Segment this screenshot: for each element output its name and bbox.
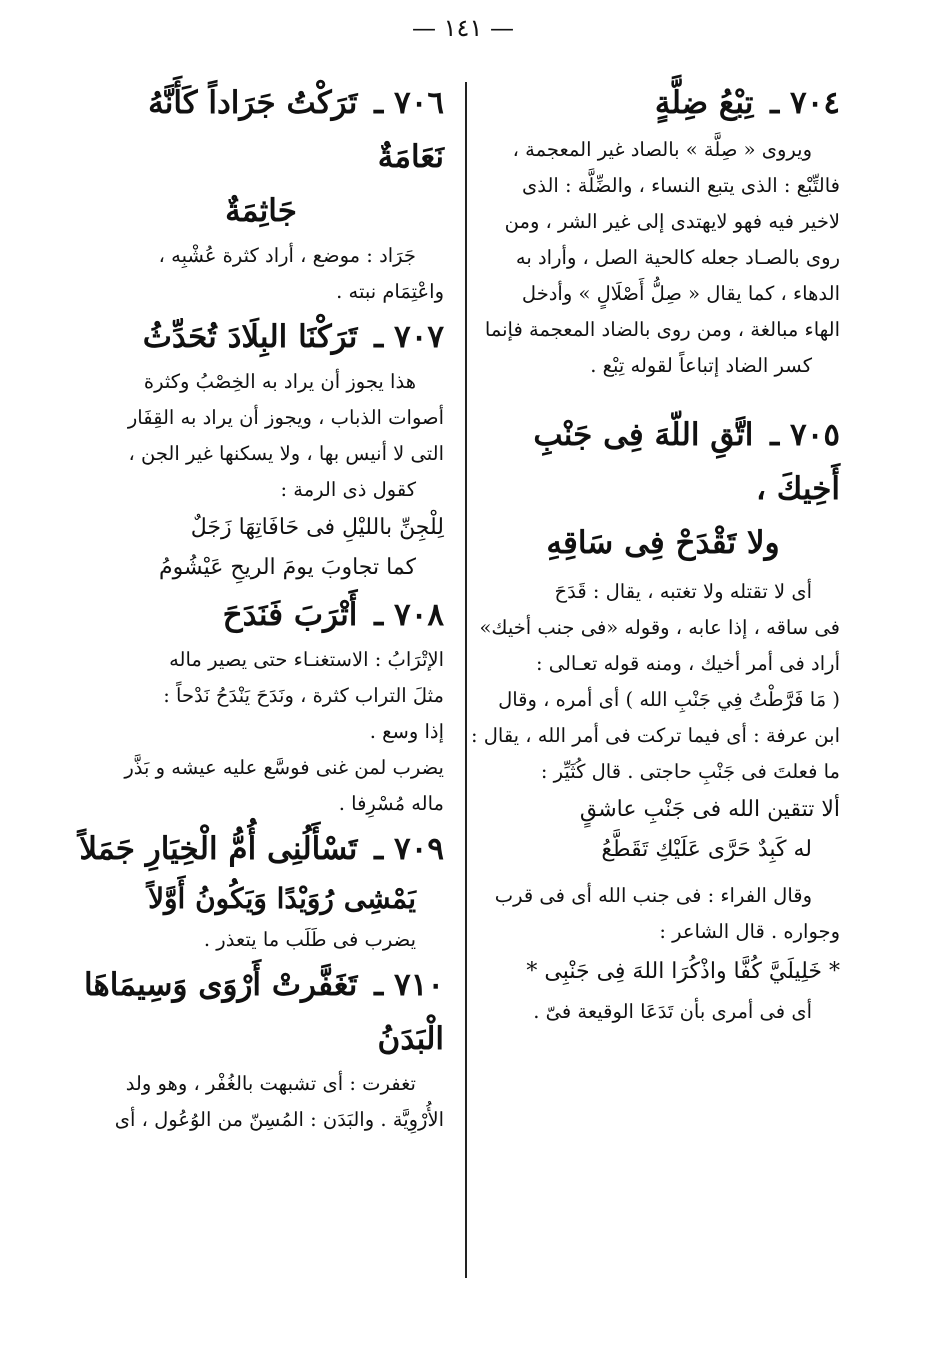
entry-title: تَسْأَلُنِى أُمُّ الْخِيَارِ جَمَلاً — [79, 831, 358, 867]
page-number: — ١٤١ — — [412, 14, 514, 42]
right-column — [470, 70, 840, 1030]
text-line: ويروى « صِلَّة » بالصاد غير المعجمة ، — [512, 138, 812, 161]
entry-title: تَرَكْنَا البِلَادَ تُحَدِّثُ — [142, 319, 358, 355]
entry-704-body — [486, 132, 840, 384]
text-line: الأُرْوِيَّة . والبَدَن : المُسِنّ من الوُعُول ، أى — [114, 1108, 444, 1131]
verse-line: * خَلِيلَيَّ كُفَّا واذْكُرَا اللهَ فِى جَنْبِى * — [526, 959, 840, 984]
text-line: وجواره . قال الشاعر : — [659, 920, 840, 943]
entry-705-heading — [486, 408, 840, 516]
text-line: يضرب لمن غنى فوسَّع عليه عيشه و بَذَّر — [124, 756, 444, 779]
entry-709-heading — [78, 822, 444, 876]
entry-number: ٧٠٨ ـ — [374, 597, 444, 633]
entry-number: ٧٠٦ ـ — [374, 85, 444, 121]
text-line: ما فعلتَ فى جَنْبِ حاجتى . قال كُثَيِّر : — [540, 760, 840, 783]
text-line: جَرَاد : موضع ، أراد كثرة عُشْبِه ، — [158, 244, 416, 267]
entry-number: ٧٠٧ ـ — [374, 319, 444, 355]
text-line: واعْتِمَام نبته . — [336, 280, 444, 303]
text-line: ( مَا فَرَّطْتُ فِي جَنْبِ الله ) أى أمره ، وقال — [498, 688, 840, 711]
text-line: روى بالصـاد جعله كالحية الصل ، وأراد به — [515, 246, 840, 269]
text-line: يضرب فى طَلَب ما يتعذر . — [203, 928, 416, 951]
entry-title: تَرَكْتُ جَرَاداً كَأَنَّهُ نَعَامَةٌ — [148, 85, 444, 175]
entry-number: ٧٠٥ ـ — [770, 417, 840, 453]
left-column — [78, 70, 444, 1138]
entry-706-heading-line-2: جَاثِمَةٌ — [225, 193, 297, 229]
entry-title: أَتْرَبَ فَنَدَحَ — [222, 597, 358, 633]
verse-line: ألا تتقين الله فى جَنْبِ عاشقٍ — [579, 797, 840, 822]
verse-line: له كَبِدٌ حَرَّى عَلَيْكِ تَقَطَّعُ — [601, 837, 812, 862]
entry-704-heading — [486, 76, 840, 130]
text-line: ماله مُسْرِفا . — [338, 792, 444, 815]
verse-line: كما تجاوبَ يومَ الريحِ عَيْشُومُ — [159, 555, 416, 580]
entry-title: تَغَفَّرتْ أَرْوَى وَسِيمَاهَا الْبَدَنُ — [83, 967, 444, 1057]
text-line: مثلَ التراب كثرة ، ونَدَحَ يَنْدَحُ نَدْحاً : — [163, 684, 444, 707]
text-line: الدهاء ، كما يقال « صِلُّ أَصْلَالٍ » وأدخل — [521, 282, 840, 305]
entry-number: ٧٠٩ ـ — [374, 831, 444, 867]
text-line: أى فى أمرى بأن تَدَعَا الوقيعة فىّ . — [533, 1000, 812, 1023]
text-line: أصوات الذباب ، ويجوز أن يراد به القِفَار — [127, 406, 444, 429]
text-line: الإتْرَابُ : الاستغنـاء حتى يصير ماله — [169, 648, 444, 671]
text-line: الهاء مبالغة ، ومن روى بالضاد المعجمة فإنما — [484, 318, 840, 341]
text-line: أى لا تقتله ولا تغتبه ، يقال : قَدَحَ — [554, 580, 812, 603]
text-line: هذا يجوز أن يراد به الخِصْبُ وكثرة — [143, 370, 416, 393]
text-line: وقال الفراء : فى جنب الله أى فى قرب — [494, 884, 812, 907]
entry-705-heading-line-2: ولا تَقْدَحْ فِى سَاقِهِ — [546, 525, 780, 561]
text-line: أراد فى أمر أخيك ، ومنه قوله تعـالى : — [535, 652, 840, 675]
text-line: كسر الضاد إتباعاً لقوله تِبْع . — [590, 354, 812, 377]
text-line: ابن عرفة : أى فيما تركت فى أمر الله ، يقال : — [470, 724, 840, 747]
text-line: إذا وسع . — [369, 720, 444, 743]
column-divider — [465, 82, 467, 1278]
entry-707-heading — [78, 310, 444, 364]
text-line: فى ساقه ، إذا عابه ، وقوله «فى جنب أخيك» — [479, 616, 840, 639]
text-line: تغفرت : أى تشبهت بالغُفْر ، وهو ولد — [125, 1072, 416, 1095]
verse-line: لِلْجِنِّ بالليْلِ فى حَافَاتِهَا زَجَلٌ — [190, 515, 444, 540]
entry-706-heading — [78, 76, 444, 184]
entry-710-heading — [78, 958, 444, 1066]
entry-title: اتَّقِ اللّهَ فِى جَنْبِ أَخِيكَ ، — [533, 417, 840, 507]
entry-number: ٧١٠ ـ — [374, 967, 444, 1003]
entry-709-heading-line-2: يَمْشِى رُوَيْدًا وَيَكُونُ أَوَّلاً — [148, 882, 416, 915]
entry-number: ٧٠٤ ـ — [770, 85, 840, 121]
text-line: التى لا أنيس بها ، ولا يسكنها غير الجن ، — [128, 442, 444, 465]
text-line: فالتِّبْع : الذى يتبع النساء ، والضِّلَّة : الذى — [521, 174, 840, 197]
text-line: لاخير فيه فهو لايهتدى إلى غير الشر ، ومن — [504, 210, 840, 233]
text-line: كقول ذى الرمة : — [280, 478, 416, 501]
entry-title: تِبْعُ ضِلَّةٍ — [654, 85, 754, 121]
entry-705-body — [470, 574, 840, 1030]
entry-708-heading — [78, 588, 444, 642]
